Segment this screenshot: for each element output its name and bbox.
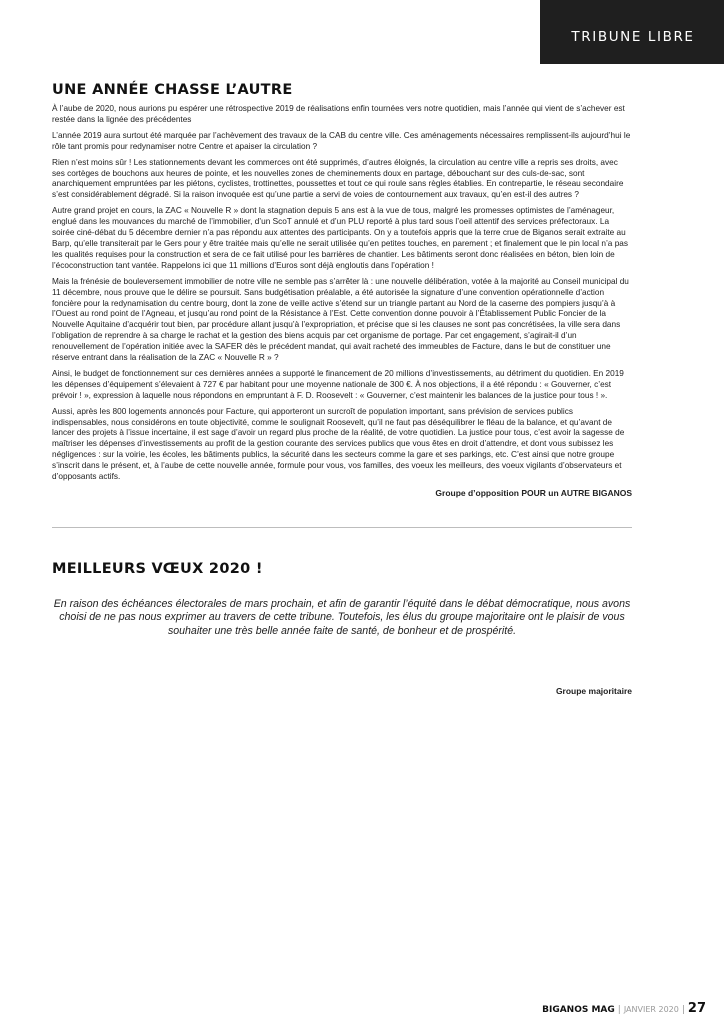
article-paragraph: L’année 2019 aura surtout été marquée par l’achèvement des travaux de la CAB du centre ville. Ces aménagements nécessaires remplissent-ils aujourd’hui le rôle tant promis pour redynamiser notre Centre et apaiser la circulation ?: [52, 130, 631, 151]
section-divider: [52, 527, 632, 528]
article-title: UNE ANNÉE CHASSE L’AUTRE: [52, 82, 293, 98]
page-footer: [542, 1001, 706, 1016]
article-paragraph: Mais la frénésie de bouleversement immobilier de notre ville ne semble pas s’arrêter là : une nouvelle délibération, votée à la majorité au Conseil municipal du 11 décembre, nous prouve que le délire se poursuit. Sans budgétisation préalable, a été autorisée la signature d’une convention opérationnelle d’action foncière pour la redynamisation du centre bourg, dont la zone de veille active s’étend sur un triangle partant au Nord de la caserne des pompiers jusqu’à à l’Ouest au rond point de l’Agneau, et jusqu’au rond point de la Résistance à l’Est. Cette convention donne pouvoir à l’Établissement Public Foncier de la Nouvelle Aquitaine d’acquérir tout bien, par procédure allant jusqu’à l’expropriation, et précise que si les clauses ne sont pas concrétisées, la ville sera dans l’obligation de reprendre à sa charge le rachat et la gestion des biens acquis par cet organisme de portage. Par cet engagement, s’agirait-il d’un renouvellement de l’opération initiée avec la SAFER dès le précédent mandat, qui avait racheté des immeubles de Facture, dans le but de constituer une réserve entrant dans la réalisation de la ZAC « Nouvelle R » ?: [52, 276, 629, 363]
page-number: 27: [687, 1001, 706, 1016]
magazine-name: BIGANOS MAG: [542, 1005, 615, 1015]
opposition-article: [52, 82, 632, 498]
article-paragraph: Rien n’est moins sûr ! Les stationnements devant les commerces ont été supprimés, d’autres éloignés, la circulation au centre ville a repris ses droits, avec ses cortèges de bouchons aux heures de pointe, et les nouvelles zones de cheminements doux en partage, débouchant sur des culs-de-sac, sont anarchiquement empruntées par les piétons, cyclistes, trottinettes, poussettes et tout ce qui roule sans règles établies. En contrepartie, le réseau secondaire s’est considérablement dégradé. Si la raison invoquée est qu’une partie a servi de voies de contournement aux travaux, qu’en est-il des autres ?: [52, 157, 624, 200]
majority-message: En raison des échéances électorales de mars prochain, et afin de garantir l’équité dans le débat démocratique, nous avons choisi de ne pas nous exprimer au travers de cette tribune. Toutefois, les élus du groupe majoritaire ont le plaisir de vous souhaiter une très belle année faite de santé, de bonheur et de prospérité.: [53, 598, 631, 637]
section-title: TRIBUNE LIBRE: [571, 29, 695, 45]
majority-article: [52, 561, 632, 583]
issue-date: JANVIER 2020: [623, 1005, 679, 1014]
article-paragraph: Autre grand projet en cours, la ZAC « Nouvelle R » dont la stagnation depuis 5 ans est à la vue de tous, malgré les promesses optimistes de l’aménageur, englué dans les mouvances du marché de l’immobilier, d’un ScoT annulé et d’un PLU reporté à plus tard sous l’oeil attentif des services préfectoraux. La soirée ciné-débat du 5 décembre dernier n’a pas répondu aux attentes des participants. On y a toutefois appris que la terre crue de Biganos serait extraite au Barp, qu’elle transiterait par le Gers pour y être traitée mais qu’elle ne serait utilisée qu’en petites touches, en parement ; et finalement que le pin local n’a pas les qualités requises pour la construction et sera de ce fait utilisé pour les barrières de chantier. Les bâtiments seront donc réalisées en béton, bien loin de l’écoconstruction tant vantée. Rappelons ici que 11 millions d’Euros sont déjà engloutis dans l’opération !: [52, 206, 628, 270]
article-paragraph: Ainsi, le budget de fonctionnement sur ces dernières années a supporté le financement de 20 millions d’investissements, au détriment du quotidien. En 2019 les dépenses d’équipement s’élevaient à 727 € par habitant pour une moyenne nationale de 300 €. À nos objections, il a été répondu : « Gouverner, c’est prévoir ! », expression à laquelle nous répondons en empruntant à F. D. Roosevelt : « Gouverner, c’est maintenir les balances de la justice pour tous ! ».: [52, 368, 624, 400]
footer-separator: |: [617, 1005, 621, 1015]
majority-signature: Groupe majoritaire: [555, 686, 632, 696]
article-title: MEILLEURS VŒUX 2020 !: [52, 561, 263, 577]
opposition-signature: Groupe d’opposition POUR un AUTRE BIGANOS: [435, 488, 632, 498]
article-paragraph: À l’aube de 2020, nous aurions pu espérer une rétrospective 2019 de réalisations enfin tournées vers notre quotidien, mais l’année qui vient de s’achever est restée dans la lignée des précédentes: [52, 104, 625, 124]
footer-separator: |: [681, 1005, 685, 1015]
article-paragraph: Aussi, après les 800 logements annoncés pour Facture, qui apporteront un surcroît de population important, sans prévision de services publics indispensables, nous considérons en toute objectivité, comme le soulignait Roosevelt, qu’il ne faut pas déséquilibrer le fléau de la balance, et qu’avant de lancer des projets à l’issue incertaine, il est sage d’avoir un regard plus proche de la réalité, de votre quotidien. La justice pour tous, c’est avoir la sagesse de maîtriser les dépenses d’investissements au profit de la gestion courante des services publics que vous êtes en droit d’attendre, et dont vous subissez les négligences : sur la voirie, les écoles, les bâtiments publics, la sécurité dans les secteurs comme la gare et ses parkings, etc. C’est ainsi que notre groupe s’inscrit dans le présent, et, à l’aube de cette nouvelle année, formule pour vous, vos familles, des voeux les meilleurs, des voeux vigilants d’observateurs et d’opposants actifs.: [52, 406, 625, 482]
section-tab: [540, 0, 724, 64]
